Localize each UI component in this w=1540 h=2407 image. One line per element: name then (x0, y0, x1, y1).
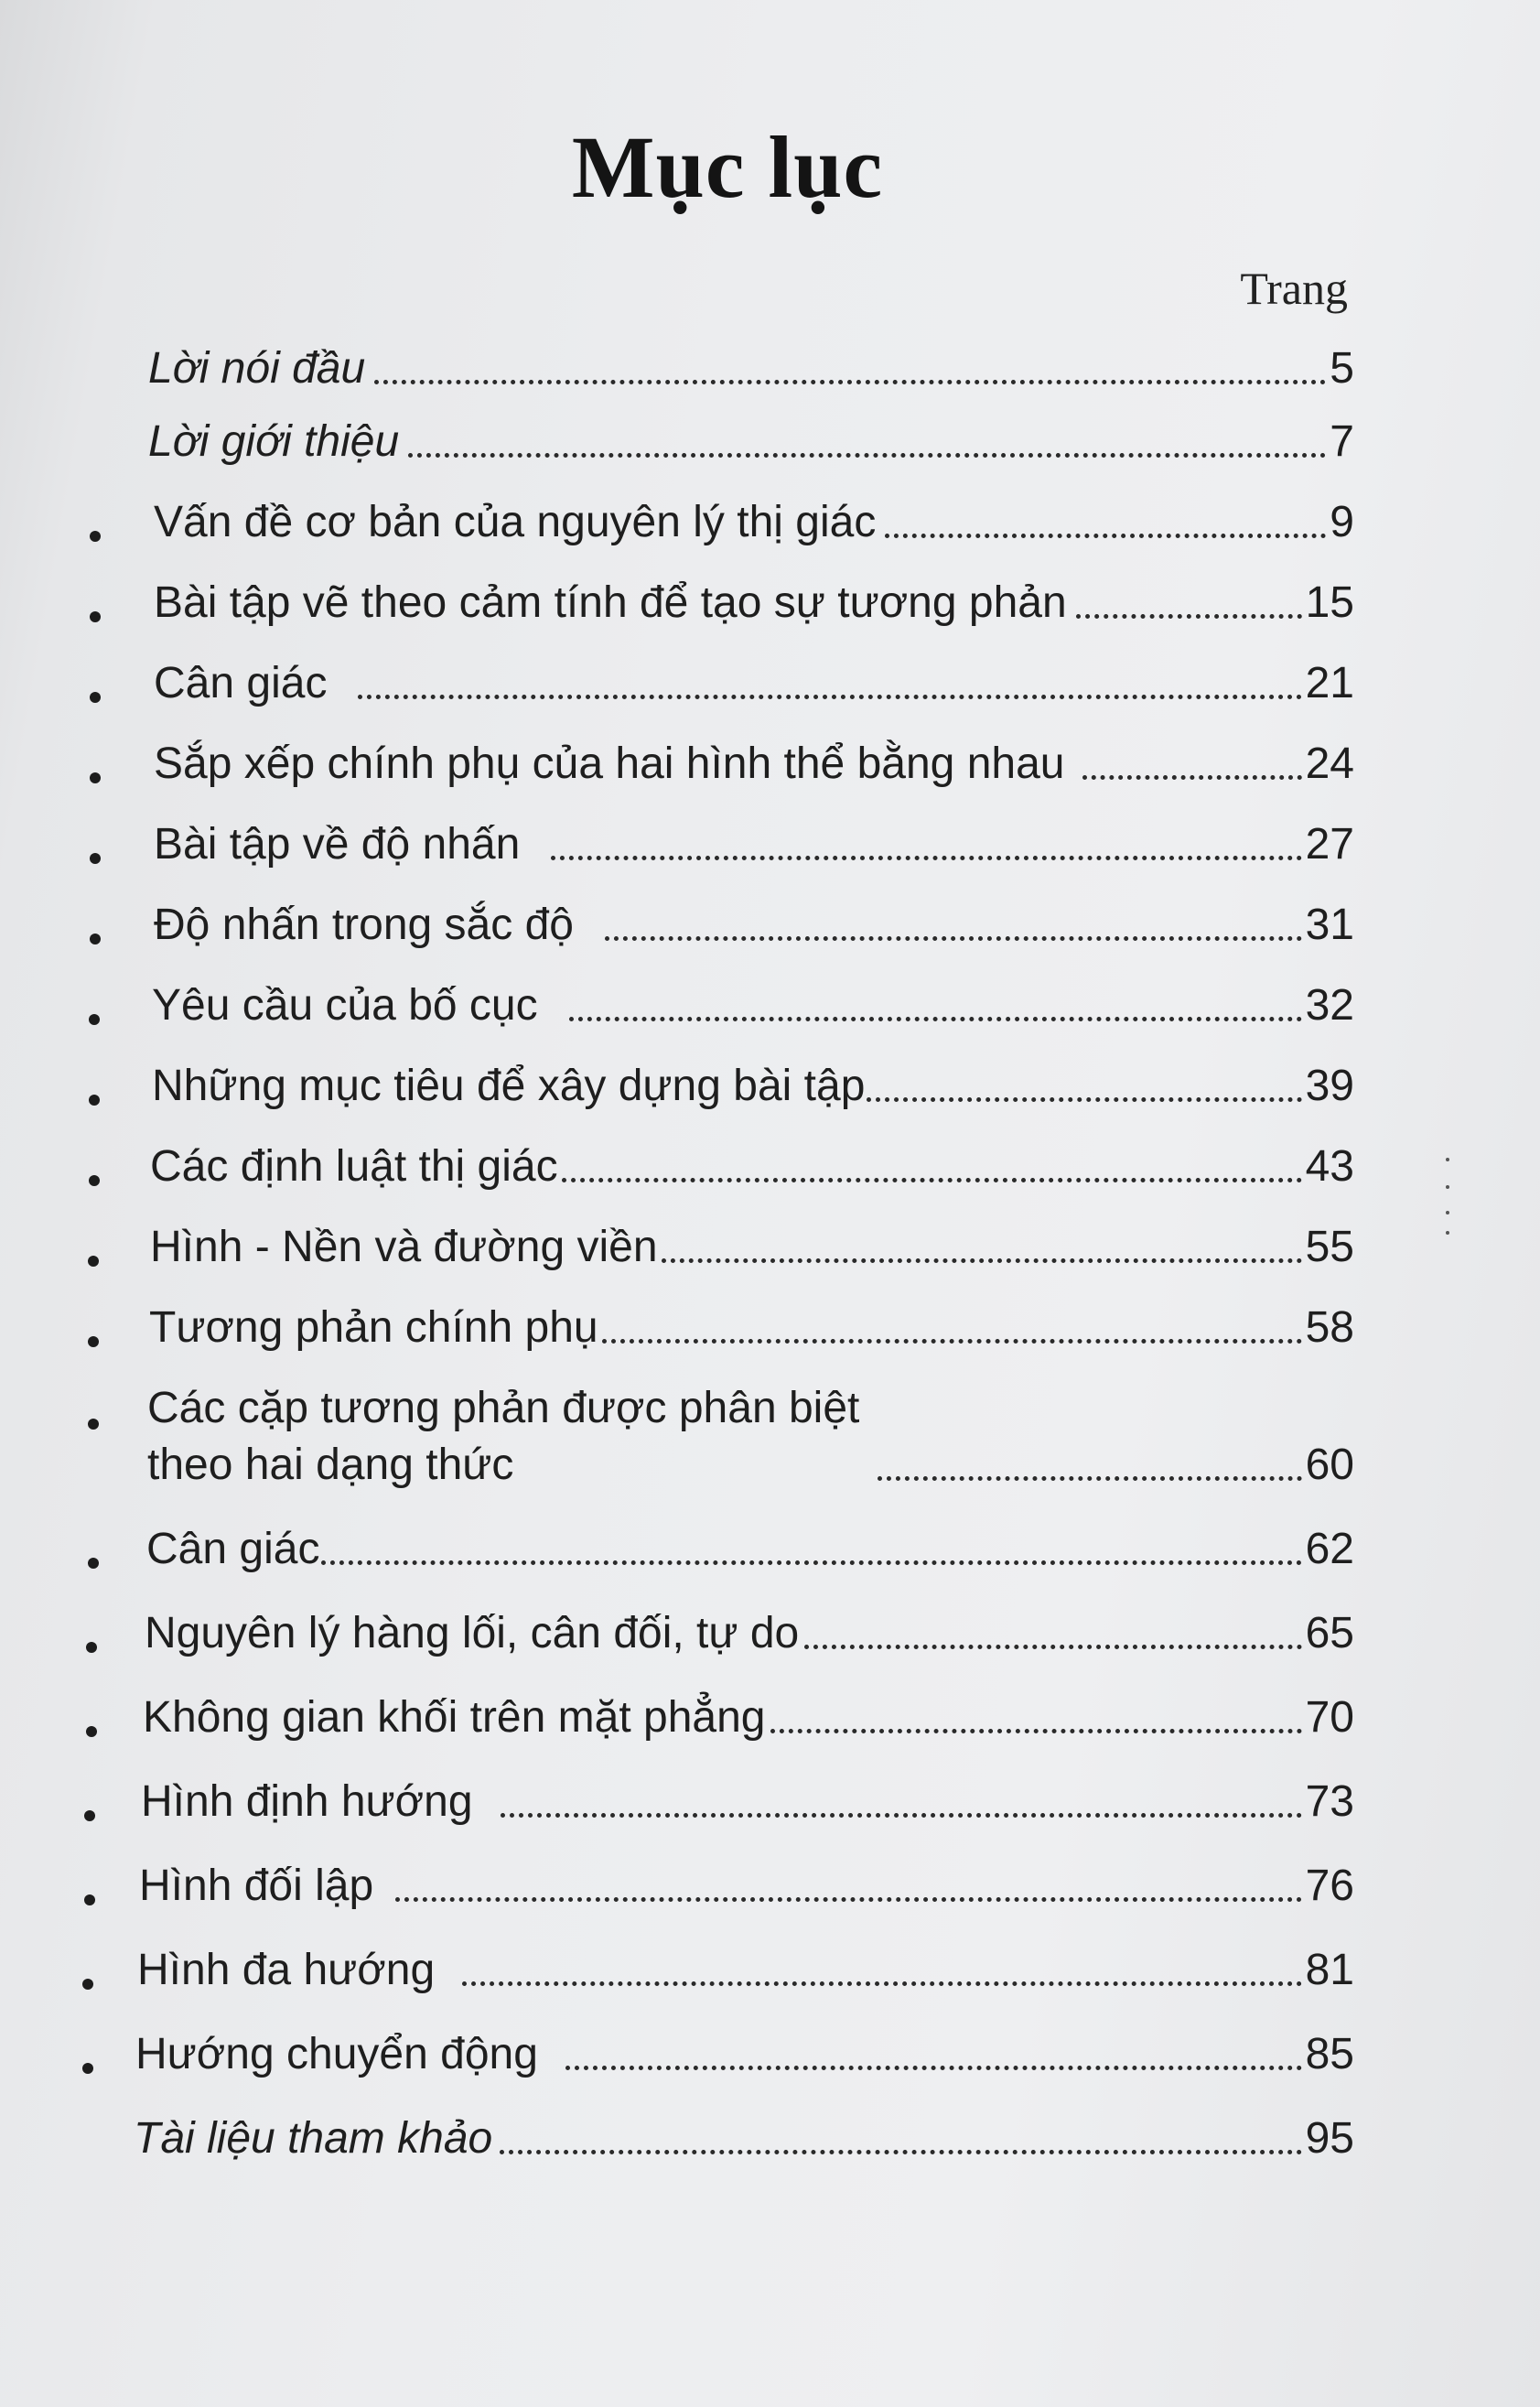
toc-entry-page: 24 (1305, 739, 1354, 788)
dot-leader (562, 1178, 1302, 1182)
toc-entry (145, 1605, 1354, 1662)
toc-entry-title: Không gian khối trên mặt phẳng (143, 1693, 766, 1742)
bullet-dot (86, 1642, 97, 1653)
toc-entry-page: 7 (1330, 417, 1354, 466)
toc-entry-page: 60 (1305, 1441, 1354, 1489)
dot-leader (569, 1017, 1302, 1021)
bullet-dot (88, 1256, 99, 1267)
bullet-dot (88, 1558, 99, 1569)
dot-leader (804, 1645, 1301, 1649)
toc-entry-title: Các định luật thị giác (150, 1142, 558, 1191)
toc-entry (137, 1942, 1354, 1999)
toc-entry-page: 55 (1305, 1223, 1354, 1271)
bullet-dot (84, 1810, 95, 1821)
dot-leader (878, 1476, 1301, 1481)
toc-entry (152, 1058, 1354, 1115)
toc-entry-title: Tương phản chính phụ (149, 1303, 598, 1352)
toc-entry-title: Sắp xếp chính phụ của hai hình thể bằng nhau (154, 739, 1065, 788)
toc-entry-title: Nguyên lý hàng lối, cân đối, tự do (145, 1609, 800, 1657)
dot-leader (770, 1729, 1301, 1733)
toc-entry (154, 816, 1354, 873)
toc-entry-page: 5 (1330, 344, 1354, 393)
toc-entry-page: 70 (1305, 1693, 1354, 1742)
toc-entry (149, 1300, 1354, 1356)
toc-entry-title: Cân giác (146, 1525, 320, 1573)
bullet-dot (89, 1014, 100, 1025)
toc-entry-page: 31 (1305, 901, 1354, 949)
dot-leader (551, 856, 1301, 860)
dot-leader (462, 1981, 1301, 1986)
dot-leader (605, 936, 1302, 941)
toc-entry-page: 65 (1305, 1609, 1354, 1657)
toc-entry-title: Hình - Nền và đường viền (150, 1223, 658, 1271)
toc-entry-page: 62 (1305, 1525, 1354, 1573)
toc-entry (154, 575, 1354, 631)
toc-entry-title: Hình đối lập (139, 1862, 374, 1910)
toc-entry-title: Bài tập về độ nhấn (154, 820, 521, 869)
toc-entry-title: Cân giác (154, 659, 328, 707)
toc-entry-title: Yêu cầu của bố cục (152, 981, 538, 1030)
dot-leader (501, 1813, 1302, 1818)
toc-entry (141, 1774, 1354, 1830)
toc-entry-title: Tài liệu tham khảo (134, 2114, 493, 2163)
toc-entry (139, 1858, 1354, 1915)
toc-entry-page: 73 (1305, 1777, 1354, 1826)
dot-leader (358, 695, 1301, 699)
toc-entry (146, 1521, 1354, 1578)
dot-leader (500, 2150, 1301, 2154)
toc-entry-page: 27 (1305, 820, 1354, 869)
toc-entry (143, 1689, 1354, 1746)
toc-entry-title: Hình đa hướng (137, 1946, 436, 1994)
dot-leader (662, 1258, 1302, 1263)
page-column-label: Trang (1240, 263, 1348, 314)
dot-leader (395, 1897, 1301, 1902)
toc-entry (148, 340, 1354, 397)
toc-entry-title: Hình định hướng (141, 1777, 473, 1826)
bullet-dot (90, 611, 101, 622)
toc-entry-page: 85 (1305, 2030, 1354, 2078)
bullet-dot (84, 1894, 95, 1905)
toc-entry (154, 655, 1354, 712)
toc-entry (147, 1380, 1354, 1494)
dot-leader (408, 453, 1326, 458)
toc-entry-title: Vấn đề cơ bản của nguyên lý thị giác (154, 498, 877, 546)
bullet-dot (88, 1419, 99, 1430)
dot-leader (1082, 775, 1301, 780)
toc-entry-page: 15 (1305, 578, 1354, 627)
toc-entry-title (147, 1380, 859, 1494)
bullet-dot (90, 531, 101, 542)
toc-entry-page: 58 (1305, 1303, 1354, 1352)
dot-leader (374, 380, 1326, 384)
dot-leader (867, 1097, 1301, 1102)
toc-entry-title-line1: Các cặp tương phản được phân biệt (147, 1384, 860, 1432)
bullet-dot (82, 2063, 93, 2074)
toc-entry-title: Lời nói đầu (148, 344, 366, 393)
toc-entry (154, 736, 1354, 793)
toc-entry-page: 43 (1305, 1142, 1354, 1191)
toc-entry-page: 76 (1305, 1862, 1354, 1910)
toc-entry-page: 9 (1330, 498, 1354, 546)
bullet-dot (86, 1726, 97, 1737)
toc-entry-title: Những mục tiêu để xây dựng bài tập (152, 1062, 866, 1110)
dot-leader (565, 2066, 1302, 2070)
toc-entry-title: Hướng chuyển động (135, 2030, 538, 2078)
toc-entry (150, 1219, 1354, 1276)
bullet-dot (90, 772, 101, 783)
toc-entry-page: 21 (1305, 659, 1354, 707)
toc-entry-page: 32 (1305, 981, 1354, 1030)
page-title: Mục lục (571, 118, 884, 216)
toc-entry-title: Bài tập vẽ theo cảm tính để tạo sự tương phản (154, 578, 1067, 627)
bullet-dot (89, 1095, 100, 1106)
toc-entry-title: Độ nhấn trong sắc độ (154, 901, 574, 949)
toc-entry (148, 414, 1354, 470)
bullet-dot (90, 853, 101, 864)
dot-leader (321, 1560, 1301, 1565)
toc-entry (154, 494, 1354, 551)
toc-entry (134, 2110, 1354, 2167)
toc-entry (150, 1139, 1354, 1195)
bullet-dot (88, 1336, 99, 1347)
bullet-dot (90, 934, 101, 944)
dot-leader (1076, 614, 1302, 619)
page-edge-specks (1446, 1158, 1451, 1249)
bullet-dot (82, 1979, 93, 1990)
toc-entry-title: Lời giới thiệu (148, 417, 400, 466)
bullet-dot (89, 1175, 100, 1186)
toc-entry-page: 95 (1305, 2114, 1354, 2163)
toc-entry (154, 897, 1354, 954)
toc-entry-page: 39 (1305, 1062, 1354, 1110)
dot-leader (885, 534, 1326, 538)
bullet-dot (90, 692, 101, 703)
toc-entry (152, 977, 1354, 1034)
toc-entry-title-line2: theo hai dạng thức (147, 1441, 514, 1489)
toc-entry (135, 2026, 1354, 2083)
dot-leader (602, 1339, 1302, 1344)
toc-entry-page: 81 (1305, 1946, 1354, 1994)
